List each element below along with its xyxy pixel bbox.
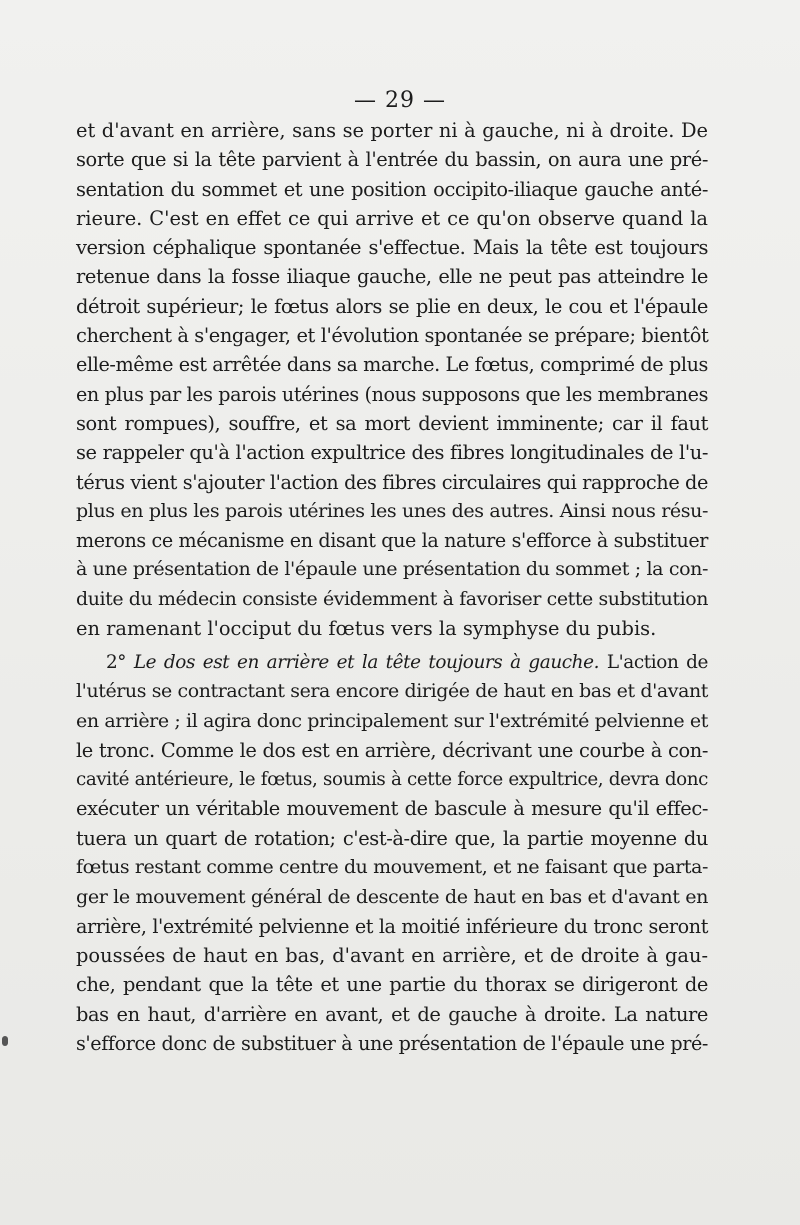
- text-line: ger le mouvement général de descente de haut en bas et d'avant en: [76, 885, 708, 909]
- text-line: retenue dans la fosse iliaque gauche, elle ne peut pas atteindre le: [76, 265, 708, 289]
- text-line: détroit supérieur; le fœtus alors se plie en deux, le cou et l'épaule: [76, 294, 708, 318]
- text-line: plus en plus les parois utérines les unes des autres. Ainsi nous résu-: [76, 499, 708, 522]
- section-heading: Le dos est en arrière et la tête toujours à gauche.: [133, 652, 600, 673]
- text-line: poussées de haut en bas, d'avant en arrière, et de droite à gau-: [76, 943, 708, 967]
- text-line: térus vient s'ajouter l'action des fibres circulaires qui rapproche de: [76, 470, 708, 494]
- text-line: cavité antérieure, le fœtus, soumis à cette force expultrice, devra donc: [76, 769, 708, 791]
- paragraph-2: [76, 648, 708, 1058]
- text-line: arrière, l'extrémité pelvienne et la moitié inférieure du tronc seront: [76, 914, 708, 938]
- text-line: exécuter un véritable mouvement de bascule à mesure qu'il effec-: [76, 797, 708, 821]
- text-line: cherchent à s'engager, et l'évolution spontanée se prépare; bientôt: [76, 324, 709, 348]
- text-line: et d'avant en arrière, sans se porter ni à gauche, ni à droite. De: [76, 119, 708, 142]
- text-line: rieure. C'est en effet ce qui arrive et ce qu'on observe quand la: [76, 206, 708, 230]
- text-line: merons ce mécanisme en disant que la nature s'efforce à substituer: [76, 529, 708, 553]
- text-line: le tronc. Comme le dos est en arrière, décrivant une courbe à con-: [76, 738, 708, 762]
- text-line: version céphalique spontanée s'effectue. Mais la tête est toujours: [76, 236, 708, 260]
- text-line: elle-même est arrêtée dans sa marche. Le fœtus, comprimé de plus: [76, 353, 708, 377]
- text-line: se rappeler qu'à l'action expultrice des fibres longitudinales de l'u-: [76, 441, 708, 465]
- text-line: à une présentation de l'épaule une présentation du sommet ; la con-: [76, 558, 708, 581]
- text-line: bas en haut, d'arrière en avant, et de gauche à droite. La nature: [76, 1002, 708, 1026]
- text-line: sorte que si la tête parvient à l'entrée du bassin, on aura une pré-: [76, 148, 708, 172]
- paragraph-2-first-line: [76, 648, 708, 677]
- scan-artifact: [2, 1036, 8, 1046]
- text-line: en plus par les parois utérines (nous supposons que les membranes: [76, 382, 708, 406]
- text-line: fœtus restant comme centre du mouvement, et ne faisant que parta-: [76, 856, 708, 879]
- text-line: sont rompues), souffre, et sa mort devient imminente; car il faut: [76, 411, 708, 435]
- text-line: tuera un quart de rotation; c'est-à-dire que, la partie moyenne du: [76, 826, 708, 850]
- text-line: sentation du sommet et une position occipito-iliaque gauche anté-: [76, 177, 708, 201]
- text-line: che, pendant que la tête et une partie du thorax se dirigeront de: [76, 973, 708, 997]
- text-line: en ramenant l'occiput du fœtus vers la symphyse du pubis.: [76, 617, 657, 641]
- text-line: en arrière ; il agira donc principalement sur l'extrémité pelvienne et: [76, 709, 708, 732]
- text-line: l'utérus se contractant sera encore dirigée de haut en bas et d'avant: [76, 680, 708, 703]
- first-line-text: L'action de: [606, 652, 709, 673]
- page-number: — 29 —: [354, 88, 446, 113]
- text-line: s'efforce donc de substituer à une présentation de l'épaule une pré-: [76, 1031, 708, 1055]
- text-line: duite du médecin consiste évidemment à favoriser cette substitution: [76, 587, 708, 610]
- section-number: 2°: [106, 652, 127, 673]
- paragraph-1: [76, 116, 708, 643]
